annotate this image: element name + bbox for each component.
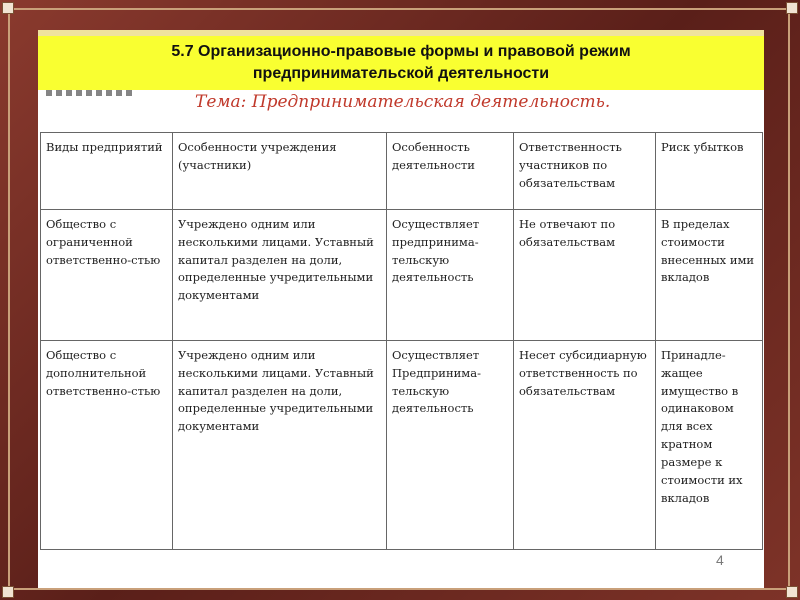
table-cell: Учреждено одним или несколькими лицами. Уставный капитал разделен на доли, определенные учредительными документами [173, 210, 387, 341]
theme-heading: Тема: Предпринимательская деятельность. [195, 92, 611, 112]
table-cell: Не отвечают по обязательствам [514, 210, 656, 341]
frame-corner-top-right [786, 2, 798, 14]
table-cell: Общество с ограниченной ответственно-стью [41, 210, 173, 341]
frame-corner-top-left [2, 2, 14, 14]
table-cell: Принадле-жащее имущество в одинаковом для всех кратном размере к стоимости их вкладов [656, 341, 763, 550]
header-cell-loss-risk: Риск убытков [656, 133, 763, 210]
header-cell-activity-features: Особенность деятельности [387, 133, 514, 210]
slide-content-bottom [38, 568, 764, 588]
slide-title [38, 36, 764, 90]
header-cell-enterprise-types: Виды предприятий [41, 133, 173, 210]
table-cell: Осуществляет Предпринима-тельскую деятельность [387, 341, 514, 550]
table-row [41, 341, 763, 550]
slide-title-line-2: предпринимательской деятельности [252, 65, 550, 82]
frame-corner-bottom-left [2, 586, 14, 598]
table-cell: Несет субсидиарную ответственность по обязательствам [514, 341, 656, 550]
table-cell: Общество с дополнительной ответственно-стью [41, 341, 173, 550]
page-number: 4 [716, 552, 724, 568]
slide-title-line-1: 5.7 Организационно-правовые формы и правовой режим [171, 43, 631, 60]
table-cell: Осуществляет предпринима-тельскую деятельность [387, 210, 514, 341]
table-cell: В пределах стоимости внесенных ими вкладов [656, 210, 763, 341]
header-cell-founding-features: Особенности учреждения (участники) [173, 133, 387, 210]
table-cell: Учреждено одним или несколькими лицами. Уставный капитал разделен на доли, определенные учредительными документами [173, 341, 387, 550]
table-row [41, 210, 763, 341]
frame-corner-bottom-right [786, 586, 798, 598]
header-cell-liability: Ответственность участников по обязательствам [514, 133, 656, 210]
cropped-text-fragment [46, 90, 136, 96]
enterprise-forms-table [40, 132, 763, 550]
table-header-row [41, 133, 763, 210]
